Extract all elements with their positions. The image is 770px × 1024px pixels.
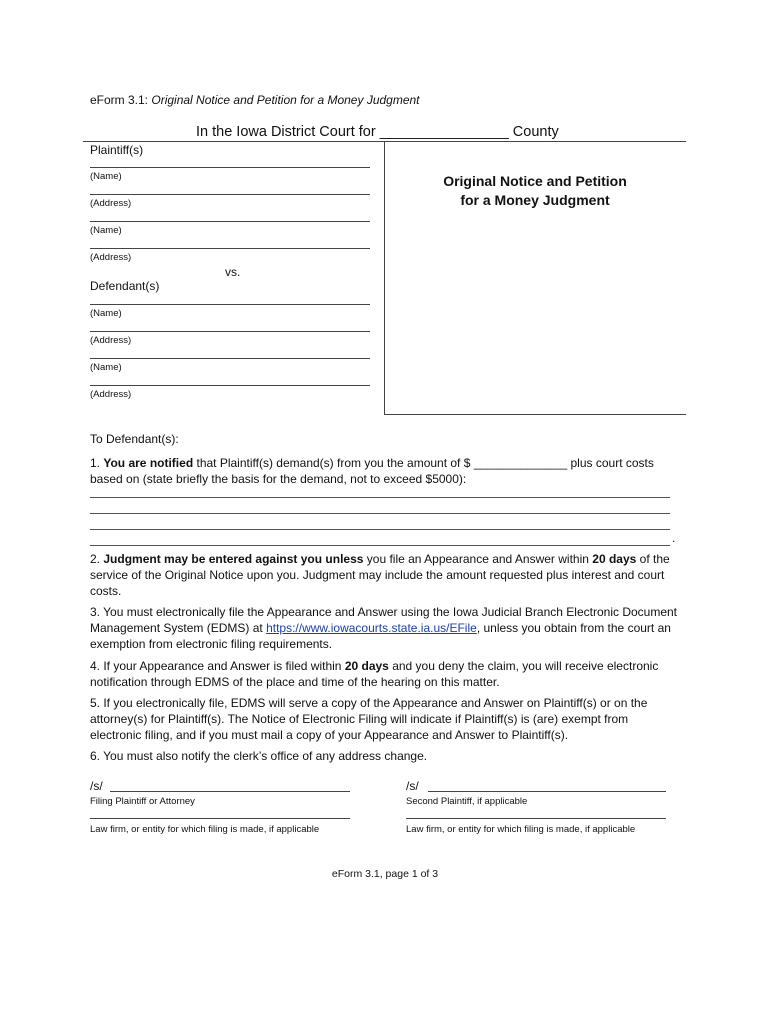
form-id: eForm 3.1: [90,93,149,107]
paragraph-2-mid: you file an Appearance and Answer within [363,552,593,566]
paragraph-4 [90,658,680,690]
signature-mark-right: /s/ [406,779,419,793]
paragraph-3-text: 3. You must electronically file the Appearance and Answer using the Iowa Judicial Branch Electronic Document Management System (EDMS) at [90,605,678,635]
document-title-line-1: Original Notice and Petition [443,173,627,189]
defendant-address-line-2[interactable] [90,385,370,386]
caption-bottom-rule [384,414,686,415]
edms-link[interactable]: https://www.iowacourts.state.ia.us/EFile [266,621,477,635]
filing-plaintiff-signature-line[interactable] [110,791,350,792]
law-firm-label-left: Law firm, or entity for which filing is made, if applicable [90,824,320,835]
law-firm-line-left[interactable] [90,818,350,819]
plaintiff-address-label-2: (Address) [90,252,132,263]
paragraph-4-rest: and you deny the claim, you will receive electronic notification through EDMS of the place and time of the hearing on this matter. [90,659,659,689]
plaintiff-address-line-1[interactable] [90,194,370,195]
plaintiff-name-label-2: (Name) [90,225,122,236]
plaintiffs-label: Plaintiff(s) [90,143,144,157]
second-plaintiff-signature-line[interactable] [428,791,666,792]
demand-basis-line-3[interactable] [90,529,670,530]
defendant-name-line-2[interactable] [90,358,370,359]
paragraph-2 [90,551,680,599]
plaintiff-name-line-2[interactable] [90,221,370,222]
versus-text: vs. [225,265,241,279]
paragraph-1-text: that Plaintiff(s) demand(s) from you the amount of $ ______________ plus court costs based on (state briefly the basis for the demand, not to exceed $5000): [90,456,654,486]
paragraph-3 [90,604,680,652]
plaintiff-address-line-2[interactable] [90,248,370,249]
demand-basis-line-2[interactable] [90,513,670,514]
court-line: In the Iowa District Court for ________________ County [196,124,559,140]
paragraph-1 [90,455,680,487]
defendant-name-label-2: (Name) [90,362,122,373]
second-plaintiff-label: Second Plaintiff, if applicable [406,796,528,807]
plaintiff-address-label-1: (Address) [90,198,132,209]
paragraph-6: 6. You must also notify the clerk’s office of any address change. [90,749,428,763]
defendant-name-line-1[interactable] [90,304,370,305]
plaintiff-name-line-1[interactable] [90,167,370,168]
document-title-line-2: for a Money Judgment [460,192,610,208]
document-title [400,172,670,210]
form-header [90,93,420,107]
defendants-label: Defendant(s) [90,279,160,293]
defendant-address-label-2: (Address) [90,389,132,400]
law-firm-label-right: Law firm, or entity for which filing is made, if applicable [406,824,636,835]
paragraph-2-bold: Judgment may be entered against you unless [103,552,364,566]
paragraph-4-text: 4. If your Appearance and Answer is filed within [90,659,345,673]
filing-plaintiff-label: Filing Plaintiff or Attorney [90,796,195,807]
paragraph-3-rest: , unless you obtain from the court an exemption from electronic filing requirements. [90,621,671,651]
defendant-name-label-1: (Name) [90,308,122,319]
defendant-address-label-1: (Address) [90,335,132,346]
caption-divider [384,141,385,415]
paragraph-4-days: 20 days [344,659,389,673]
paragraph-1-number: 1. [90,456,101,470]
demand-basis-line-4[interactable] [90,545,670,546]
paragraph-2-text: of the service of the Original Notice upon you. Judgment may include the amount requested plus interest and court costs. [90,552,670,598]
to-defendants: To Defendant(s): [90,432,179,446]
form-title: Original Notice and Petition for a Money Judgment [151,93,420,107]
paragraph-1-bold: You are notified [103,456,194,470]
paragraph-2-days: 20 days [592,552,637,566]
paragraph-5: 5. If you electronically file, EDMS will serve a copy of the Appearance and Answer on Plaintiff(s) or on the attorney(s) for Plaintiff(s). The Notice of Electronic Filing will indicate if Plaintiff(s) is (are) exempt from electronic filing, and if you must mail a copy of your Appearance and Answer to Plaintiff(s). [90,696,648,742]
defendant-address-line-1[interactable] [90,331,370,332]
demand-basis-line-1[interactable] [90,497,670,498]
plaintiff-name-label-1: (Name) [90,171,122,182]
page-footer: eForm 3.1, page 1 of 3 [331,868,439,880]
signature-mark-left: /s/ [90,779,103,793]
demand-basis-end-mark: . [672,531,676,545]
law-firm-line-right[interactable] [406,818,666,819]
paragraph-2-number: 2. [90,552,101,566]
